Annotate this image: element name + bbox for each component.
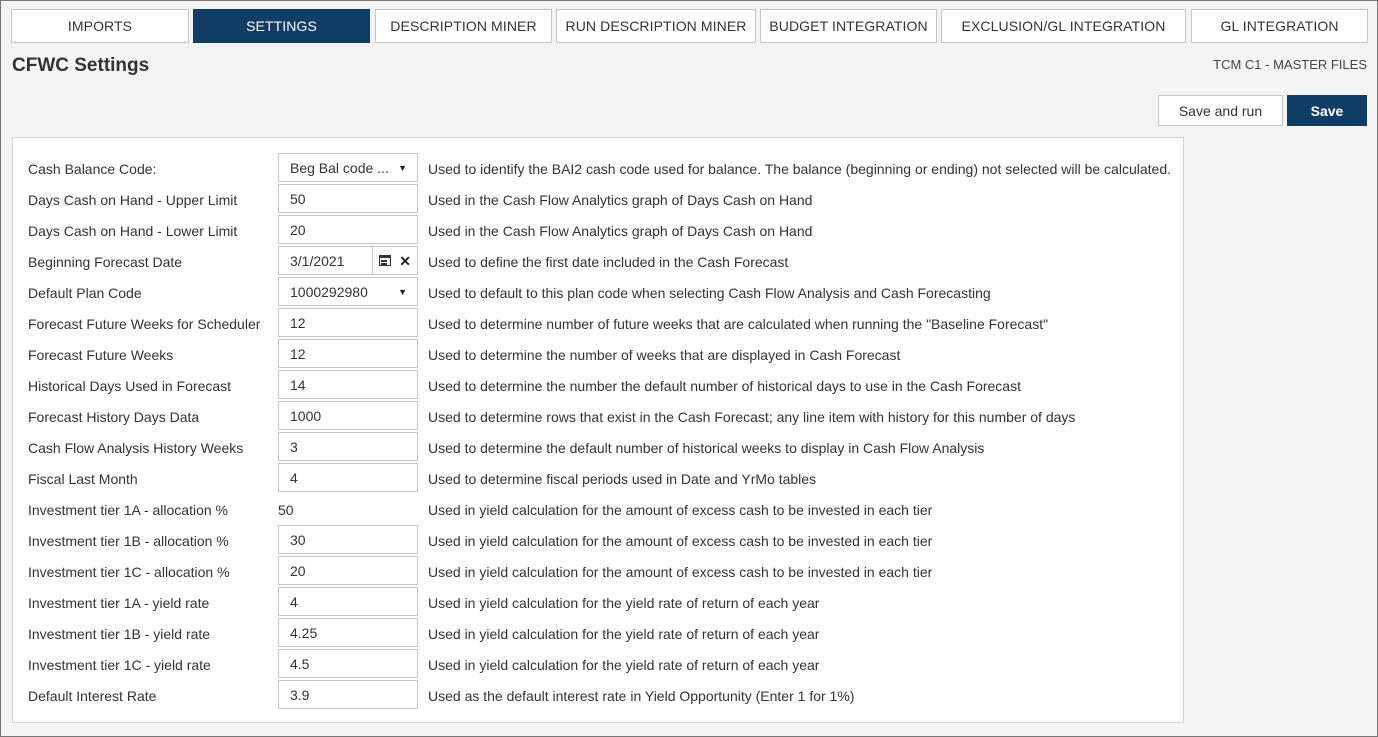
save-and-run-button[interactable]: Save and run: [1158, 95, 1283, 126]
setting-description: Used to determine the number of weeks that are displayed in Cash Forecast: [428, 347, 901, 363]
save-button[interactable]: Save: [1287, 95, 1367, 126]
days-cash-lower-limit-input[interactable]: 20: [278, 215, 418, 244]
beginning-forecast-date-input[interactable]: 3/1/2021: [279, 247, 373, 274]
setting-row-days-cash-lower: [13, 223, 1183, 254]
setting-row-fiscal-last-month: [13, 471, 1183, 502]
tab-bar: [11, 9, 1369, 45]
cash-balance-code-select[interactable]: [278, 153, 418, 182]
tab-run-description-miner[interactable]: RUN DESCRIPTION MINER: [556, 9, 756, 43]
setting-row-tier-1c-allocation: [13, 564, 1183, 595]
setting-label: Days Cash on Hand - Lower Limit: [28, 223, 238, 239]
setting-description: Used in yield calculation for the amount of excess cash to be invested in each tier: [428, 533, 933, 549]
setting-description: Used to determine number of future weeks that are calculated when running the "Baseline Forecast": [428, 316, 1049, 332]
setting-label: Historical Days Used in Forecast: [28, 378, 232, 394]
setting-description: Used in yield calculation for the yield rate of return of each year: [428, 626, 820, 642]
calendar-icon[interactable]: [379, 255, 391, 266]
setting-row-days-cash-upper: [13, 192, 1183, 223]
setting-description: Used to determine rows that exist in the Cash Forecast; any line item with history for this number of days: [428, 409, 1076, 425]
setting-row-beginning-forecast-date: [13, 254, 1183, 285]
setting-row-historical-days: [13, 378, 1183, 409]
setting-row-forecast-future-weeks: [13, 347, 1183, 378]
beginning-forecast-date-picker: [278, 246, 418, 275]
setting-row-cash-balance-code: [13, 161, 1183, 192]
select-value: Beg Bal code ...: [290, 159, 389, 176]
setting-row-tier-1a-allocation: [13, 502, 1183, 533]
setting-description: Used in yield calculation for the amount of excess cash to be invested in each tier: [428, 502, 933, 518]
fiscal-last-month-input[interactable]: 4: [278, 463, 418, 492]
chevron-down-icon: ▼: [398, 162, 407, 173]
setting-description: Used in yield calculation for the yield rate of return of each year: [428, 595, 820, 611]
setting-label: Investment tier 1A - allocation %: [28, 502, 228, 518]
setting-label: Investment tier 1A - yield rate: [28, 595, 210, 611]
setting-description: Used to determine the default number of historical weeks to display in Cash Flow Analysis: [428, 440, 985, 456]
tier-1b-allocation-input[interactable]: 30: [278, 525, 418, 554]
tab-description-miner[interactable]: DESCRIPTION MINER: [375, 9, 552, 43]
setting-label: Investment tier 1B - allocation %: [28, 533, 229, 549]
tier-1c-yield-input[interactable]: 4.5: [278, 649, 418, 678]
setting-label: Fiscal Last Month: [28, 471, 138, 487]
tier-1a-allocation-value: 50: [278, 502, 294, 518]
setting-row-tier-1a-yield: [13, 595, 1183, 626]
tier-1a-yield-input[interactable]: 4: [278, 587, 418, 616]
setting-description: Used in yield calculation for the yield rate of return of each year: [428, 657, 820, 673]
tab-budget-integration[interactable]: BUDGET INTEGRATION: [760, 9, 937, 43]
setting-description: Used in the Cash Flow Analytics graph of Days Cash on Hand: [428, 223, 813, 239]
settings-panel: [12, 137, 1184, 723]
setting-label: Beginning Forecast Date: [28, 254, 183, 270]
tier-1c-allocation-input[interactable]: 20: [278, 556, 418, 585]
setting-description: Used in yield calculation for the amount of excess cash to be invested in each tier: [428, 564, 933, 580]
forecast-future-weeks-input[interactable]: 12: [278, 339, 418, 368]
setting-row-default-plan-code: [13, 285, 1183, 316]
context-label: TCM C1 - MASTER FILES: [1213, 57, 1367, 72]
default-plan-code-select[interactable]: [278, 277, 418, 306]
tier-1b-yield-input[interactable]: 4.25: [278, 618, 418, 647]
setting-row-default-interest-rate: [13, 688, 1183, 719]
historical-days-input[interactable]: 14: [278, 370, 418, 399]
tab-imports[interactable]: IMPORTS: [11, 9, 189, 43]
setting-row-tier-1b-allocation: [13, 533, 1183, 564]
setting-label: Default Plan Code: [28, 285, 142, 301]
setting-row-cfa-history-weeks: [13, 440, 1183, 471]
setting-label: Investment tier 1C - yield rate: [28, 657, 211, 673]
setting-description: Used as the default interest rate in Yield Opportunity (Enter 1 for 1%): [428, 688, 855, 704]
setting-label: Cash Balance Code:: [28, 161, 157, 177]
setting-description: Used in the Cash Flow Analytics graph of Days Cash on Hand: [428, 192, 813, 208]
close-icon[interactable]: ✕: [399, 252, 411, 269]
chevron-down-icon: ▼: [398, 286, 407, 297]
tab-exclusion-gl-integration[interactable]: EXCLUSION/GL INTEGRATION: [941, 9, 1186, 43]
setting-label: Investment tier 1B - yield rate: [28, 626, 211, 642]
setting-label: Investment tier 1C - allocation %: [28, 564, 230, 580]
setting-description: Used to identify the BAI2 cash code used for balance. The balance (beginning or ending) not selected will be calculated.: [428, 161, 1171, 177]
setting-description: Used to determine the number the default number of historical days to use in the Cash Forecast: [428, 378, 1021, 394]
setting-row-forecast-future-weeks-scheduler: [13, 316, 1183, 347]
tab-gl-integration[interactable]: GL INTEGRATION: [1191, 9, 1368, 43]
forecast-future-weeks-scheduler-input[interactable]: 12: [278, 308, 418, 337]
setting-description: Used to define the first date included in the Cash Forecast: [428, 254, 789, 270]
select-value: 1000292980: [290, 283, 368, 300]
setting-label: Cash Flow Analysis History Weeks: [28, 440, 244, 456]
setting-description: Used to default to this plan code when selecting Cash Flow Analysis and Cash Forecasting: [428, 285, 991, 301]
setting-label: Forecast Future Weeks: [28, 347, 174, 363]
setting-row-tier-1c-yield: [13, 657, 1183, 688]
default-interest-rate-input[interactable]: 3.9: [278, 680, 418, 709]
days-cash-upper-limit-input[interactable]: 50: [278, 184, 418, 213]
setting-label: Forecast History Days Data: [28, 409, 200, 425]
setting-label: Days Cash on Hand - Upper Limit: [28, 192, 238, 208]
page-title: CFWC Settings: [12, 55, 150, 76]
cfa-history-weeks-input[interactable]: 3: [278, 432, 418, 461]
setting-row-forecast-history-days: [13, 409, 1183, 440]
setting-label: Default Interest Rate: [28, 688, 157, 704]
setting-row-tier-1b-yield: [13, 626, 1183, 657]
setting-description: Used to determine fiscal periods used in Date and YrMo tables: [428, 471, 817, 487]
tab-settings[interactable]: SETTINGS: [193, 9, 370, 43]
forecast-history-days-input[interactable]: 1000: [278, 401, 418, 430]
setting-label: Forecast Future Weeks for Scheduler: [28, 316, 261, 332]
